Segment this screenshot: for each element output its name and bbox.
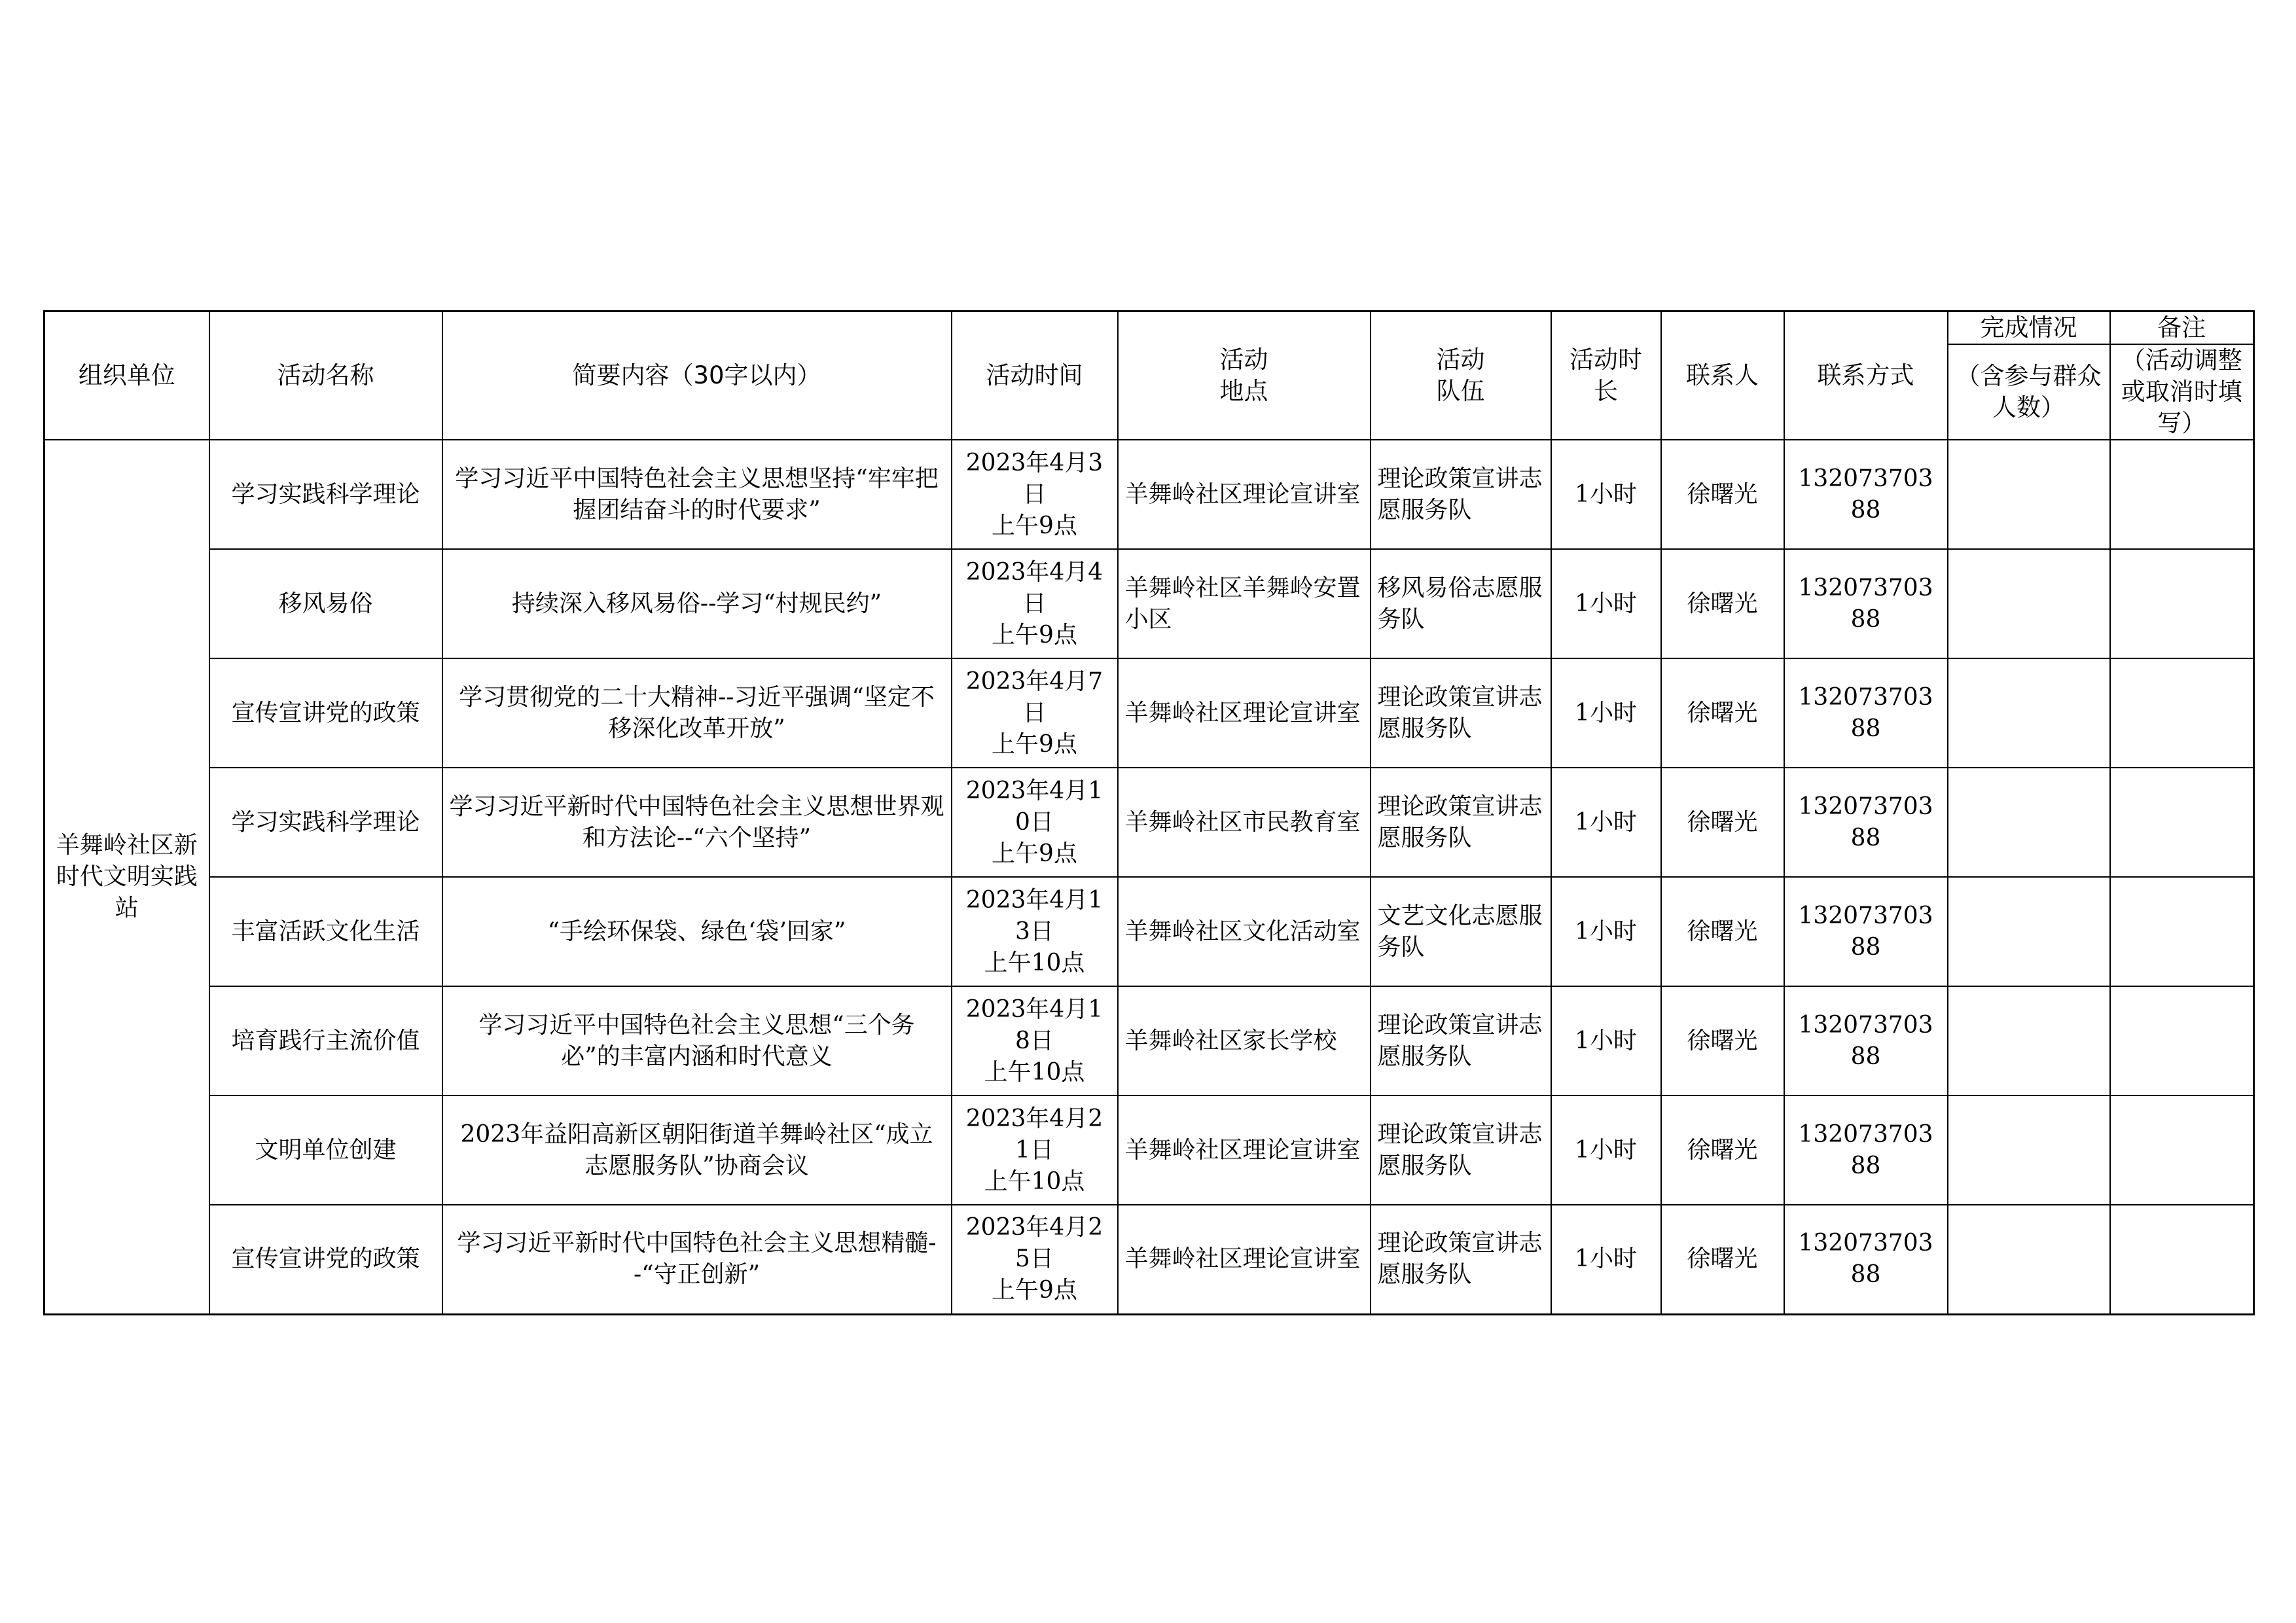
contact-person-cell: 徐曙光 [1661, 768, 1784, 877]
header-org-unit: 组织单位 [45, 312, 209, 440]
activity-time-cell: 2023年4月21日 上午10点 [952, 1096, 1118, 1205]
contact-person-cell: 徐曙光 [1661, 658, 1784, 768]
summary-cell: 学习习近平新时代中国特色社会主义思想世界观和方法论--“六个坚持” [442, 768, 952, 877]
table-row [45, 549, 2254, 658]
table-row [45, 986, 2254, 1096]
remarks-cell [2110, 1205, 2254, 1314]
phone-cell: 13207370388 [1784, 440, 1948, 549]
summary-cell: “手绘环保袋、绿色‘袋’回家” [442, 877, 952, 986]
remarks-cell [2110, 549, 2254, 658]
table-row [45, 658, 2254, 768]
activity-name-cell: 文明单位创建 [209, 1096, 442, 1205]
team-cell: 理论政策宣讲志愿服务队 [1371, 1205, 1551, 1314]
activity-time-cell: 2023年4月10日 上午9点 [952, 768, 1118, 877]
contact-person-cell: 徐曙光 [1661, 986, 1784, 1096]
table-row [45, 1205, 2254, 1314]
activity-time-cell: 2023年4月25日 上午9点 [952, 1205, 1118, 1314]
location-cell: 羊舞岭社区理论宣讲室 [1118, 1205, 1371, 1314]
duration-cell: 1小时 [1551, 440, 1661, 549]
table-row [45, 1096, 2254, 1205]
table-row [45, 440, 2254, 549]
location-cell: 羊舞岭社区理论宣讲室 [1118, 440, 1371, 549]
team-cell: 文艺文化志愿服务队 [1371, 877, 1551, 986]
completion-cell [1948, 1205, 2110, 1314]
completion-cell [1948, 768, 2110, 877]
activity-name-cell: 宣传宣讲党的政策 [209, 1205, 442, 1314]
activity-name-cell: 丰富活跃文化生活 [209, 877, 442, 986]
duration-cell: 1小时 [1551, 1096, 1661, 1205]
team-cell: 移风易俗志愿服务队 [1371, 549, 1551, 658]
duration-cell: 1小时 [1551, 877, 1661, 986]
header-location: 活动 地点 [1118, 312, 1371, 440]
completion-cell [1948, 877, 2110, 986]
header-row [45, 312, 2254, 345]
header-contact-method: 联系方式 [1784, 312, 1948, 440]
duration-cell: 1小时 [1551, 549, 1661, 658]
contact-person-cell: 徐曙光 [1661, 1096, 1784, 1205]
summary-cell: 学习习近平新时代中国特色社会主义思想精髓--“守正创新” [442, 1205, 952, 1314]
table-row [45, 768, 2254, 877]
phone-cell: 13207370388 [1784, 1096, 1948, 1205]
table-body [45, 440, 2254, 1314]
activity-schedule-table [43, 310, 2255, 1315]
org-unit-cell: 羊舞岭社区新时代文明实践站 [45, 440, 209, 1314]
contact-person-cell: 徐曙光 [1661, 440, 1784, 549]
activity-time-cell: 2023年4月13日 上午10点 [952, 877, 1118, 986]
team-cell: 理论政策宣讲志愿服务队 [1371, 986, 1551, 1096]
phone-cell: 13207370388 [1784, 877, 1948, 986]
location-cell: 羊舞岭社区家长学校 [1118, 986, 1371, 1096]
duration-cell: 1小时 [1551, 986, 1661, 1096]
remarks-cell [2110, 986, 2254, 1096]
location-cell: 羊舞岭社区理论宣讲室 [1118, 1096, 1371, 1205]
phone-cell: 13207370388 [1784, 986, 1948, 1096]
phone-cell: 13207370388 [1784, 1205, 1948, 1314]
team-cell: 理论政策宣讲志愿服务队 [1371, 1096, 1551, 1205]
completion-cell [1948, 440, 2110, 549]
remarks-cell [2110, 768, 2254, 877]
phone-cell: 13207370388 [1784, 658, 1948, 768]
header-remarks: 备注 [2110, 312, 2254, 345]
summary-cell: 学习贯彻党的二十大精神--习近平强调“坚定不移深化改革开放” [442, 658, 952, 768]
remarks-cell [2110, 1096, 2254, 1205]
completion-cell [1948, 549, 2110, 658]
location-cell: 羊舞岭社区市民教育室 [1118, 768, 1371, 877]
contact-person-cell: 徐曙光 [1661, 549, 1784, 658]
header-completion-sub: （含参与群众人数） [1948, 344, 2110, 440]
remarks-cell [2110, 877, 2254, 986]
summary-cell: 2023年益阳高新区朝阳街道羊舞岭社区“成立志愿服务队”协商会议 [442, 1096, 952, 1205]
header-completion: 完成情况 [1948, 312, 2110, 345]
remarks-cell [2110, 440, 2254, 549]
summary-cell: 学习习近平中国特色社会主义思想坚持“牢牢把握团结奋斗的时代要求” [442, 440, 952, 549]
summary-cell: 学习习近平中国特色社会主义思想“三个务必”的丰富内涵和时代意义 [442, 986, 952, 1096]
activity-name-cell: 学习实践科学理论 [209, 768, 442, 877]
contact-person-cell: 徐曙光 [1661, 1205, 1784, 1314]
header-activity-time: 活动时间 [952, 312, 1118, 440]
location-cell: 羊舞岭社区羊舞岭安置小区 [1118, 549, 1371, 658]
phone-cell: 13207370388 [1784, 549, 1948, 658]
location-cell: 羊舞岭社区文化活动室 [1118, 877, 1371, 986]
remarks-cell [2110, 658, 2254, 768]
team-cell: 理论政策宣讲志愿服务队 [1371, 768, 1551, 877]
activity-name-cell: 学习实践科学理论 [209, 440, 442, 549]
location-cell: 羊舞岭社区理论宣讲室 [1118, 658, 1371, 768]
completion-cell [1948, 658, 2110, 768]
header-contact-person: 联系人 [1661, 312, 1784, 440]
completion-cell [1948, 1096, 2110, 1205]
duration-cell: 1小时 [1551, 1205, 1661, 1314]
summary-cell: 持续深入移风易俗--学习“村规民约” [442, 549, 952, 658]
table-row [45, 877, 2254, 986]
phone-cell: 13207370388 [1784, 768, 1948, 877]
header-team: 活动 队伍 [1371, 312, 1551, 440]
activity-name-cell: 培育践行主流价值 [209, 986, 442, 1096]
completion-cell [1948, 986, 2110, 1096]
team-cell: 理论政策宣讲志愿服务队 [1371, 658, 1551, 768]
header-remarks-sub: （活动调整或取消时填写） [2110, 344, 2254, 440]
duration-cell: 1小时 [1551, 768, 1661, 877]
activity-time-cell: 2023年4月7日 上午9点 [952, 658, 1118, 768]
contact-person-cell: 徐曙光 [1661, 877, 1784, 986]
duration-cell: 1小时 [1551, 658, 1661, 768]
activity-time-cell: 2023年4月3日 上午9点 [952, 440, 1118, 549]
activity-name-cell: 移风易俗 [209, 549, 442, 658]
activity-time-cell: 2023年4月18日 上午10点 [952, 986, 1118, 1096]
team-cell: 理论政策宣讲志愿服务队 [1371, 440, 1551, 549]
header-duration: 活动时长 [1551, 312, 1661, 440]
activity-time-cell: 2023年4月4日 上午9点 [952, 549, 1118, 658]
header-activity-name: 活动名称 [209, 312, 442, 440]
activity-name-cell: 宣传宣讲党的政策 [209, 658, 442, 768]
header-summary: 简要内容（30字以内） [442, 312, 952, 440]
